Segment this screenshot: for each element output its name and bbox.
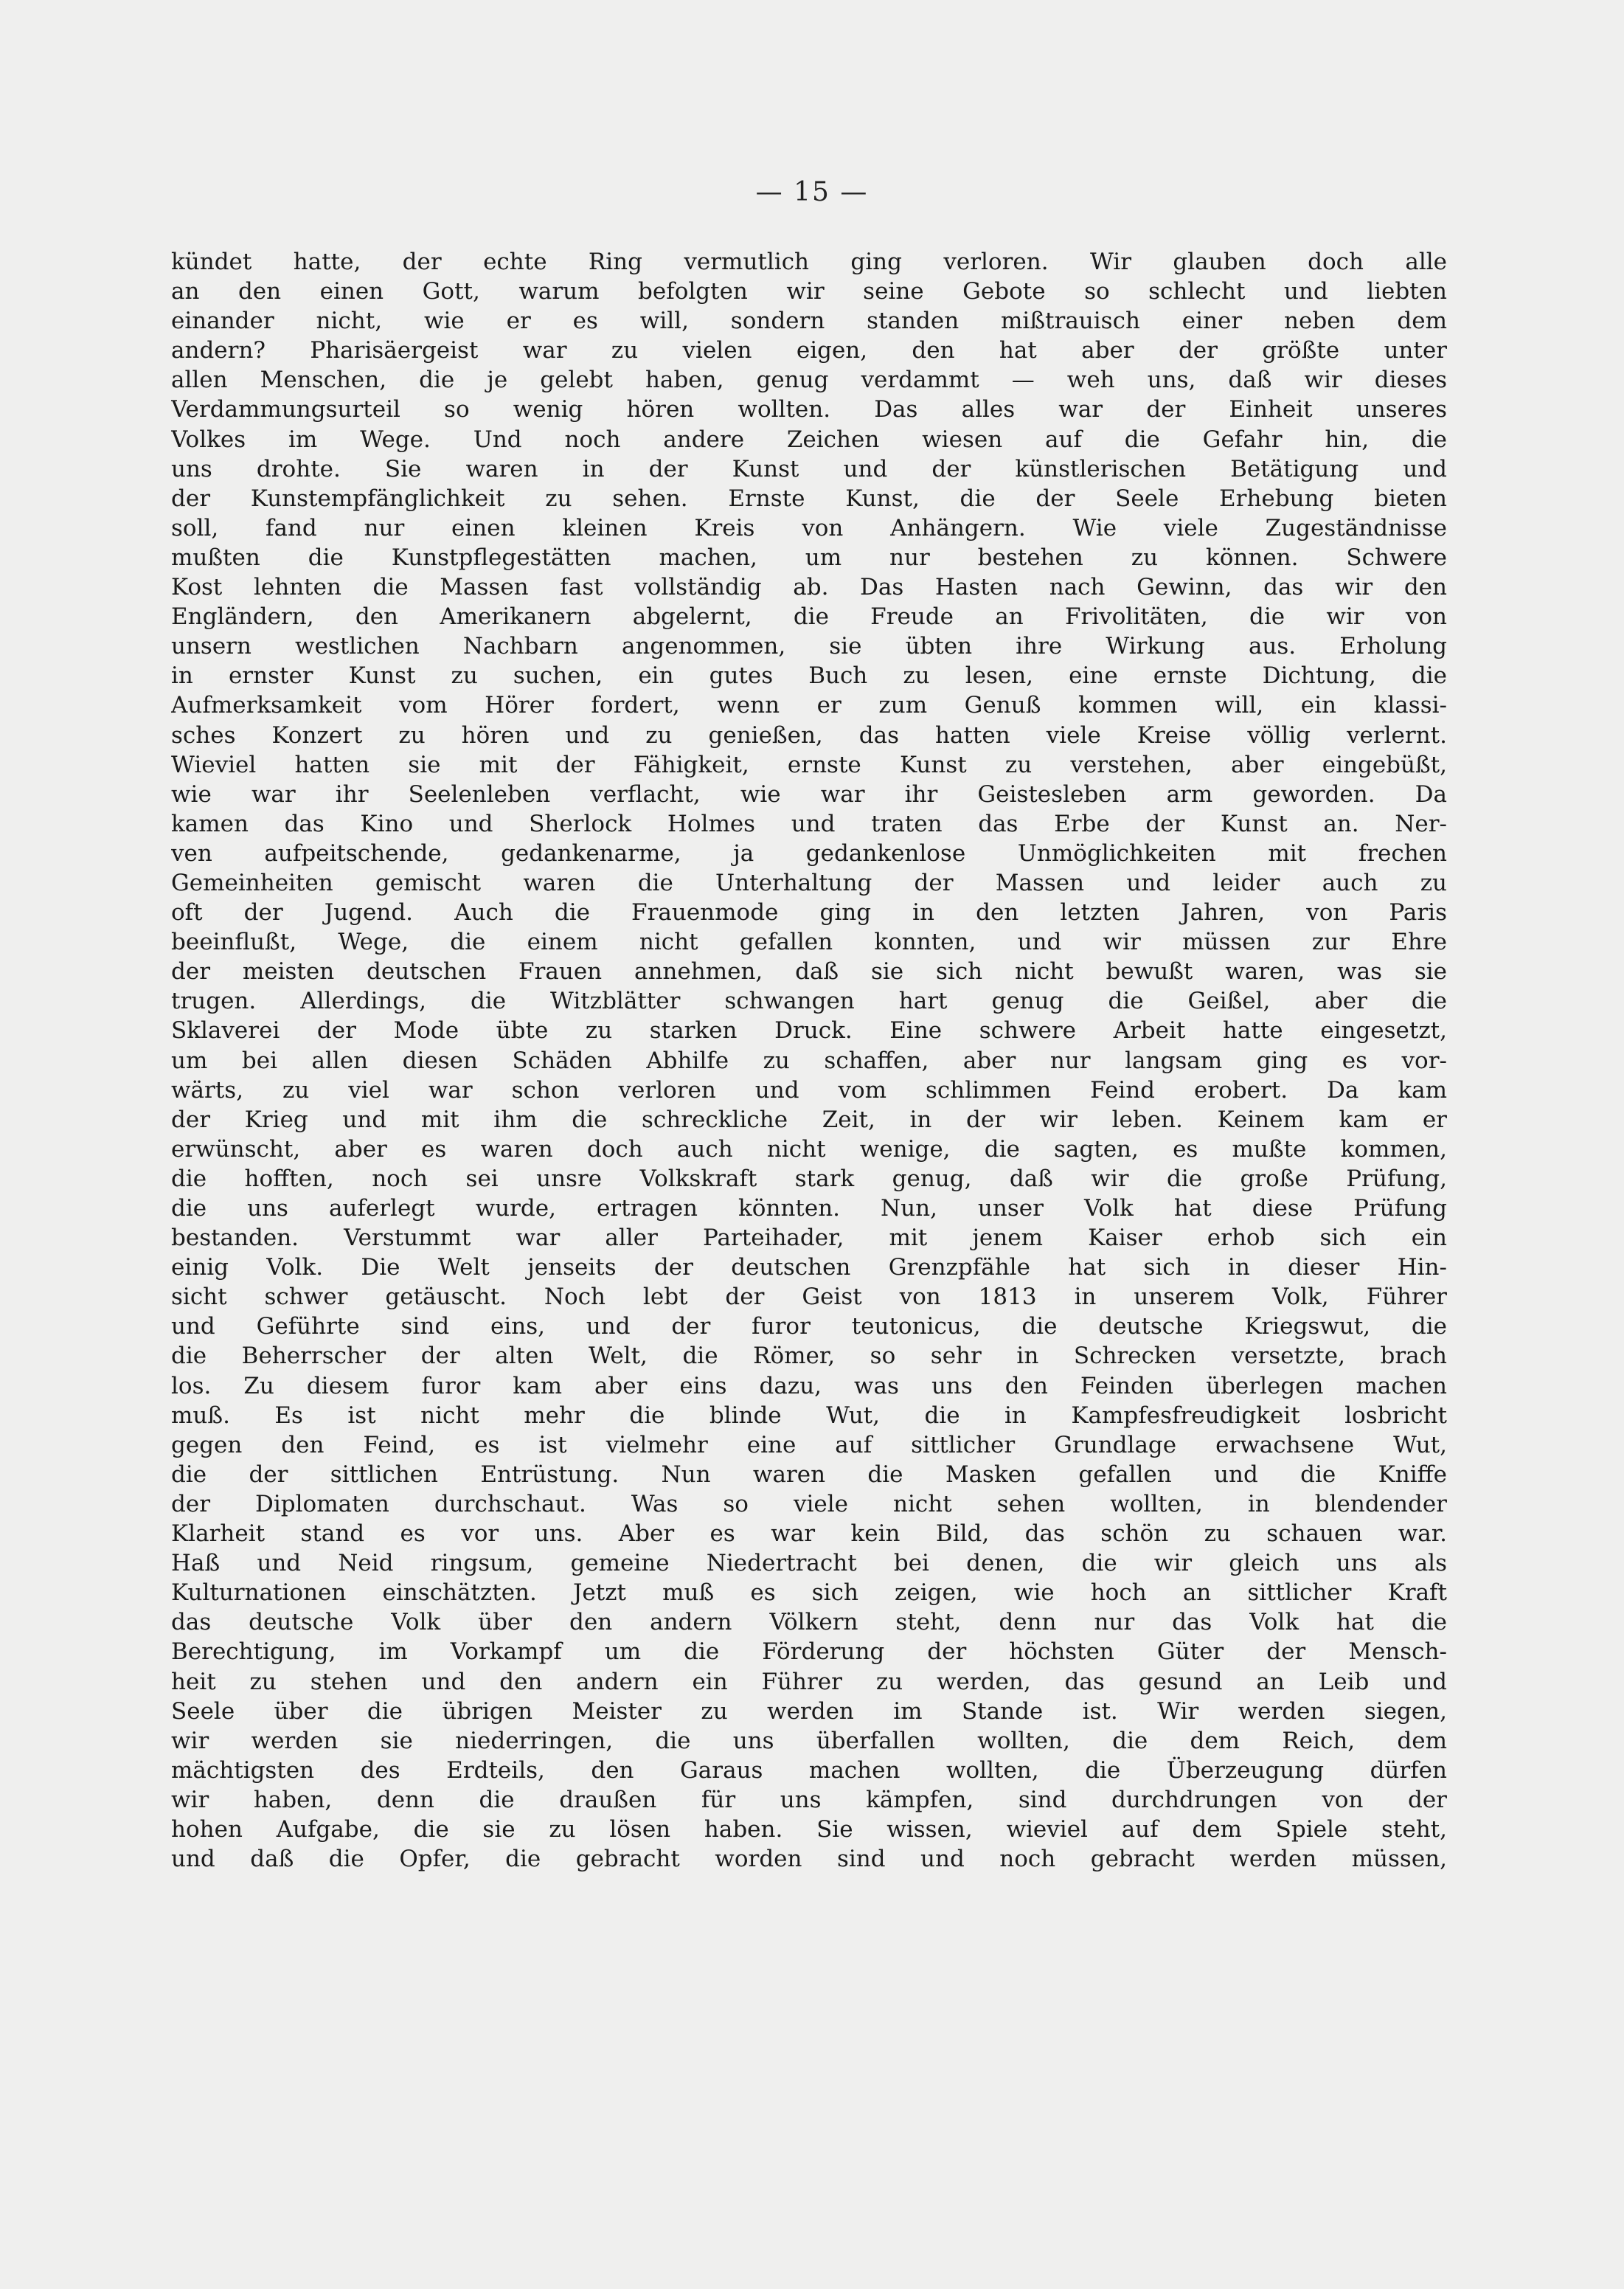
text-line: wärts, zu viel war schon verloren und vom schlimmen Feind erobert. Da kam (171, 1076, 1447, 1104)
text-line: trugen. Allerdings, die Witzblätter schwangen hart genug die Geißel, aber die (171, 988, 1447, 1015)
text-line: die hofften, noch sei unsre Volkskraft stark genug, daß wir die große Prüfung, (171, 1165, 1447, 1192)
text-line: Engländern, den Amerikanern abgelernt, die Freude an Frivolitäten, die wir von (171, 603, 1447, 631)
text-line: und daß die Opfer, die gebracht worden sind und noch gebracht werden müssen, (171, 1846, 1447, 1873)
text-line: hohen Aufgabe, die sie zu lösen haben. Sie wissen, wieviel auf dem Spiele steht, (171, 1815, 1447, 1843)
text-line: oft der Jugend. Auch die Frauenmode ging in den letzten Jahren, von Paris (171, 899, 1447, 927)
text-line: sicht schwer getäuscht. Noch lebt der Geist von 1813 in unserem Volk, Führer (171, 1284, 1447, 1311)
text-line: und Geführte sind eins, und der furor teutonicus, die deutsche Kriegswut, die (171, 1313, 1447, 1340)
body-text (171, 247, 1447, 1874)
text-line: an den einen Gott, warum befolgten wir seine Gebote so schlecht und liebten (171, 278, 1447, 305)
text-line: wir werden sie niederringen, die uns überfallen wollten, die dem Reich, dem (171, 1727, 1447, 1754)
text-line: die uns auferlegt wurde, ertragen könnten. Nun, unser Volk hat diese Prüfung (171, 1195, 1447, 1222)
text-line: mächtigsten des Erdteils, den Garaus machen wollten, die Überzeugung dürfen (171, 1756, 1447, 1784)
text-line: Haß und Neid ringsum, gemeine Niedertracht bei denen, die wir gleich uns als (171, 1550, 1447, 1577)
text-line: Sklaverei der Mode übte zu starken Druck. Eine schwere Arbeit hatte eingesetzt, (171, 1017, 1447, 1045)
text-line: Gemeinheiten gemischt waren die Unterhaltung der Massen und leider auch zu (171, 869, 1447, 896)
text-line: die Beherrscher der alten Welt, die Römer, so sehr in Schrecken versetzte, brach (171, 1343, 1447, 1370)
text-line: der Krieg und mit ihm die schreckliche Zeit, in der wir leben. Keinem kam er (171, 1106, 1447, 1133)
text-line: der Diplomaten durchschaut. Was so viele nicht sehen wollten, in blendender (171, 1490, 1447, 1517)
text-line: muß. Es ist nicht mehr die blinde Wut, die in Kampfesfreudigkeit losbricht (171, 1402, 1447, 1429)
text-line: Verdammungsurteil so wenig hören wollten. Das alles war der Einheit unseres (171, 396, 1447, 423)
text-line: ven aufpeitschende, gedankenarme, ja gedankenlose Unmöglichkeiten mit frechen (171, 839, 1447, 867)
text-line: beeinflußt, Wege, die einem nicht gefallen konnten, und wir müssen zur Ehre (171, 929, 1447, 956)
text-line: Kulturnationen einschätzten. Jetzt muß es sich zeigen, wie hoch an sittlicher Kraft (171, 1579, 1447, 1607)
text-line: soll, fand nur einen kleinen Kreis von Anhängern. Wie viele Zugeständnisse (171, 514, 1447, 541)
text-line: wir haben, denn die draußen für uns kämpfen, sind durchdrungen von der (171, 1786, 1447, 1813)
text-line: los. Zu diesem furor kam aber eins dazu, was uns den Feinden überlegen machen (171, 1372, 1447, 1399)
text-line: heit zu stehen und den andern ein Führer zu werden, das gesund an Leib und (171, 1668, 1447, 1695)
text-line: der Kunstempfänglichkeit zu sehen. Ernste Kunst, die der Seele Erhebung bieten (171, 485, 1447, 512)
text-line: einig Volk. Die Welt jenseits der deutschen Grenzpfähle hat sich in dieser Hin- (171, 1254, 1447, 1281)
text-line: Klarheit stand es vor uns. Aber es war kein Bild, das schön zu schauen war. (171, 1520, 1447, 1548)
text-line: wie war ihr Seelenleben verflacht, wie war ihr Geistesleben arm geworden. Da (171, 780, 1447, 808)
text-line: Berechtigung, im Vorkampf um die Förderung der höchsten Güter der Mensch- (171, 1638, 1447, 1666)
text-line: Aufmerksamkeit vom Hörer fordert, wenn er zum Genuß kommen will, ein klassi- (171, 692, 1447, 719)
text-line: kamen das Kino und Sherlock Holmes und traten das Erbe der Kunst an. Ner- (171, 810, 1447, 837)
text-line: allen Menschen, die je gelebt haben, genug verdammt — weh uns, daß wir dieses (171, 367, 1447, 394)
text-line: einander nicht, wie er es will, sondern standen mißtrauisch einer neben dem (171, 308, 1447, 335)
text-line: uns drohte. Sie waren in der Kunst und der künstlerischen Betätigung und (171, 455, 1447, 482)
text-line: unsern westlichen Nachbarn angenommen, sie übten ihre Wirkung aus. Erholung (171, 633, 1447, 660)
text-line: gegen den Feind, es ist vielmehr eine auf sittlicher Grundlage erwachsene Wut, (171, 1431, 1447, 1458)
text-line: bestanden. Verstummt war aller Parteihader, mit jenem Kaiser erhob sich ein (171, 1225, 1447, 1252)
text-line: Seele über die übrigen Meister zu werden im Stande ist. Wir werden siegen, (171, 1697, 1447, 1725)
text-line: die der sittlichen Entrüstung. Nun waren die Masken gefallen und die Kniffe (171, 1461, 1447, 1488)
text-line: der meisten deutschen Frauen annehmen, daß sie sich nicht bewußt waren, was sie (171, 958, 1447, 986)
text-line: das deutsche Volk über den andern Völkern steht, denn nur das Volk hat die (171, 1609, 1447, 1636)
text-line: Kost lehnten die Massen fast vollständig ab. Das Hasten nach Gewinn, das wir den (171, 574, 1447, 601)
text-line: in ernster Kunst zu suchen, ein gutes Buch zu lesen, eine ernste Dichtung, die (171, 662, 1447, 690)
text-line: mußten die Kunstpflegestätten machen, um nur bestehen zu können. Schwere (171, 544, 1447, 571)
text-line: Volkes im Wege. Und noch andere Zeichen wiesen auf die Gefahr hin, die (171, 426, 1447, 453)
text-line: Wieviel hatten sie mit der Fähigkeit, ernste Kunst zu verstehen, aber eingebüßt, (171, 751, 1447, 778)
text-line: kündet hatte, der echte Ring vermutlich ging verloren. Wir glauben doch alle (171, 249, 1447, 275)
text-line: andern? Pharisäergeist war zu vielen eigen, den hat aber der größte unter (171, 337, 1447, 364)
text-line: sches Konzert zu hören und zu genießen, das hatten viele Kreise völlig verlernt. (171, 721, 1447, 749)
text-line: um bei allen diesen Schäden Abhilfe zu schaffen, aber nur langsam ging es vor- (171, 1047, 1447, 1074)
page-number: — 15 — (755, 177, 869, 207)
text-line: erwünscht, aber es waren doch auch nicht wenige, die sagten, es mußte kommen, (171, 1135, 1447, 1163)
